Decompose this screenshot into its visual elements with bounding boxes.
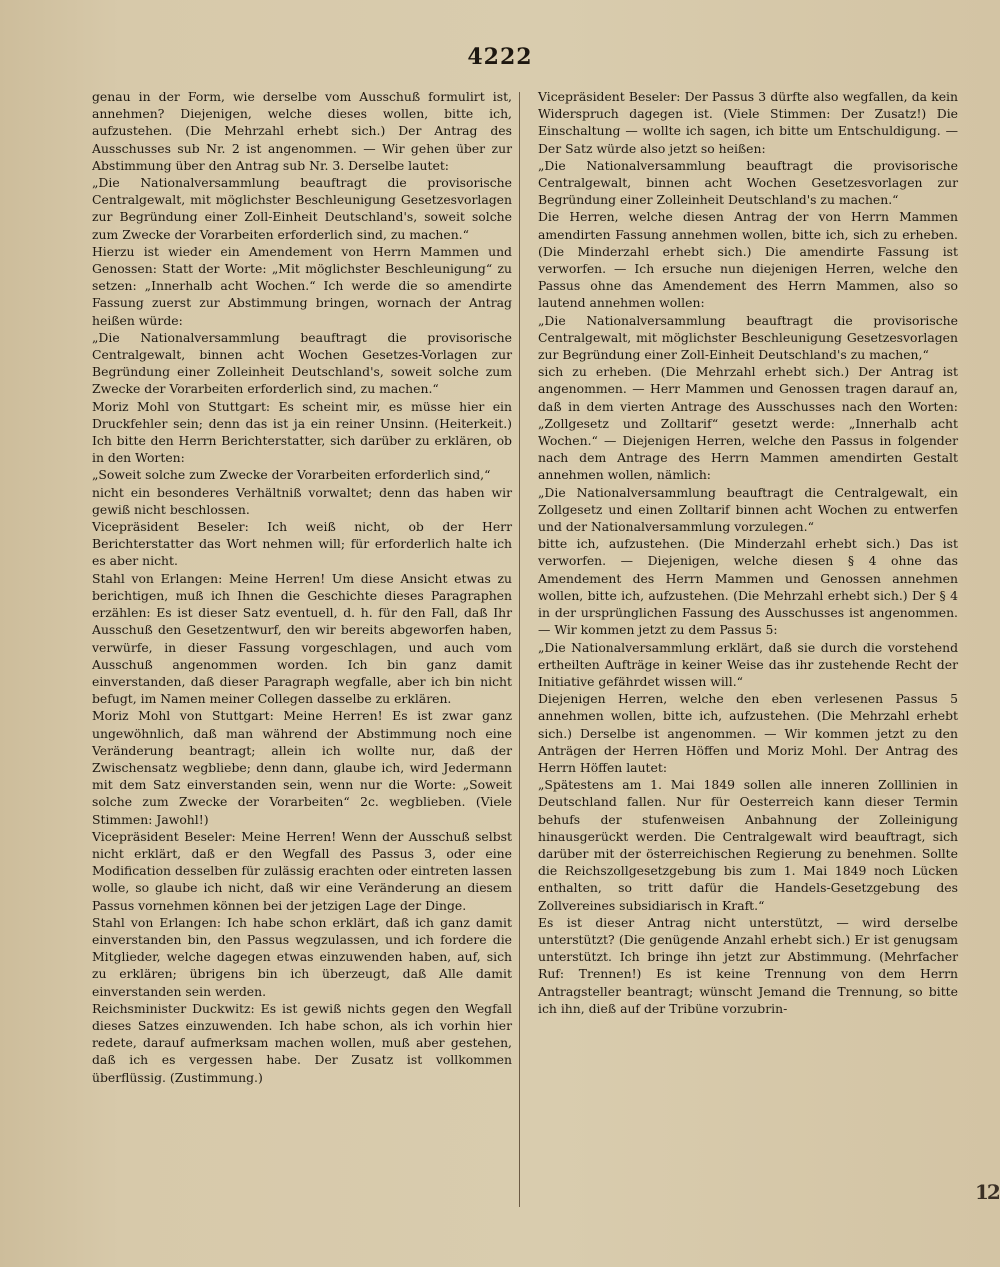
edge-mark: 12 — [975, 1180, 999, 1204]
page-number: 4222 — [467, 44, 533, 70]
column-divider — [519, 92, 520, 1207]
right-text-column: Vicepräsident Beseler: Der Passus 3 dürfte also wegfallen, da kein Widerspruch dagegen ist. (Viele Stimmen: Der Zusatz!) Die Einschaltung — wollte ich sagen, ich bitte um Entschuldigung. — Der Satz würde also jetzt so heißen: „Die Nationalversammlung beauftragt die provisorische Centralgewalt, binnen acht Wochen Gesetzesvorlagen zur Begründung einer Zolleinheit Deutschland's zu machen.“ Die Herren, welche diesen Antrag der von Herrn Mammen amendirten Fassung annehmen wollen, bitte ich, sich zu erheben. (Die Minderzahl erhebt sich.) Die amendirte Fassung ist verworfen. — Ich ersuche nun diejenigen Herren, welche den Passus ohne das Amendement des Herrn Mammen, also so lautend annehmen wollen: „Die Nationalversammlung beauftragt die provisorische Centralgewalt, mit möglichster Beschleunigung Gesetzesvorlagen zur Begründung einer Zoll-Einheit Deutschland's zu machen,“ sich zu erheben. (Die Mehrzahl erhebt sich.) Der Antrag ist angenommen. — Herr Mammen und Genossen tragen darauf an, daß in dem vierten Antrage des Ausschusses nach den Worten: „Zollgesetz und Zolltarif“ gesetzt werde: „Innerhalb acht Wochen.“ — Diejenigen Herren, welche den Passus in folgender nach dem Antrage des Herrn Mammen amendirten Gestalt annehmen wollen, nämlich: „Die Nationalversammlung beauftragt die Centralgewalt, ein Zollgesetz und einen Zolltarif binnen acht Wochen zu entwerfen und der Nationalversammlung vorzulegen.“ bitte ich, aufzustehen. (Die Minderzahl erhebt sich.) Das ist verworfen. — Diejenigen, welche diesen § 4 ohne das Amendement des Herrn Mammen und Genossen annehmen wollen, bitte ich, aufzustehen. (Die Mehrzahl erhebt sich.) Der § 4 in der ursprünglichen Fassung des Ausschusses ist angenommen. — Wir kommen jetzt zu dem Passus 5: „Die Nationalversammlung erklärt, daß sie durch die vorstehend ertheilten Aufträge in keiner Weise das ihr zustehende Recht der Initiative gefährdet wissen will.“ Diejenigen Herren, welche den eben verlesenen Passus 5 annehmen wollen, bitte ich, aufzustehen. (Die Mehrzahl erhebt sich.) Derselbe ist angenommen. — Wir kommen jetzt zu den Anträgen der Herren Höffen und Moriz Mohl. Der Antrag des Herrn Höffen lautet: „Spätestens am 1. Mai 1849 sollen alle inneren Zolllinien in Deutschland fallen. Nur für Oesterreich kann dieser Termin behufs der stufenweisen Anbahnung der Zolleinigung hinausgerückt werden. Die Centralgewalt wird beauftragt, sich darüber mit der österreichischen Regierung zu benehmen. Sollte die Reichszollgesetzgebung bis zum 1. Mai 1849 noch Lücken enthalten, so tritt dafür die Handels-Gesetzgebung des Zollvereines subsidiarisch in Kraft.“ Es ist dieser Antrag nicht unterstützt, — wird derselbe unterstützt? (Die genügende Anzahl erhebt sich.) Er ist genugsam unterstützt. Ich bringe ihn jetzt zur Abstimmung. (Mehrfacher Ruf: Trennen!) Es ist keine Trennung von dem Herrn Antragsteller beantragt; wünscht Jemand die Trennung, so bitte ich ihn, dieß auf der Tribüne vorzubrin- — [538, 89, 958, 1016]
left-text-column: genau in der Form, wie derselbe vom Ausschuß formulirt ist, annehmen? Diejenigen, welche dieses wollen, bitte ich, aufzustehen. (Die Mehrzahl erhebt sich.) Der Antrag des Ausschusses sub Nr. 2 ist angenommen. — Wir gehen über zur Abstimmung über den Antrag sub Nr. 3. Derselbe lautet: „Die Nationalversammlung beauftragt die provisorische Centralgewalt, mit möglichster Beschleunigung Gesetzesvorlagen zur Begründung einer Zoll-Einheit Deutschland's, soweit solche zum Zwecke der Vorarbeiten erforderlich sind, zu machen.“ Hierzu ist wieder ein Amendement von Herrn Mammen und Genossen: Statt der Worte: „Mit möglichster Beschleunigung“ zu setzen: „Innerhalb acht Wochen.“ Ich werde die so amendirte Fassung zuerst zur Abstimmung bringen, wornach der Antrag heißen würde: „Die Nationalversammlung beauftragt die provisorische Centralgewalt, binnen acht Wochen Gesetzes-Vorlagen zur Begründung einer Zolleinheit Deutschland's, soweit solche zum Zwecke der Vorarbeiten erforderlich sind, zu machen.“ Moriz Mohl von Stuttgart: Es scheint mir, es müsse hier ein Druckfehler sein; denn das ist ja ein reiner Unsinn. (Heiterkeit.) Ich bitte den Herrn Berichterstatter, sich darüber zu erklären, ob in den Worten: „Soweit solche zum Zwecke der Vorarbeiten erforderlich sind,“ nicht ein besonderes Verhältniß vorwaltet; denn das haben wir gewiß nicht beschlossen. Vicepräsident Beseler: Ich weiß nicht, ob der Herr Berichterstatter das Wort nehmen will; für erforderlich halte ich es aber nicht. Stahl von Erlangen: Meine Herren! Um diese Ansicht etwas zu berichtigen, muß ich Ihnen die Geschichte dieses Paragraphen erzählen: Es ist dieser Satz eventuell, d. h. für den Fall, daß Ihr Ausschuß den Gesetzentwurf, den wir bereits abgeworfen haben, verwürfe, in dieser Fassung vorgeschlagen, und auch vom Ausschuß angenommen worden. Ich bin ganz damit einverstanden, daß dieser Paragraph wegfalle, aber ich bin nicht befugt, im Namen meiner Collegen dasselbe zu erklären. Moriz Mohl von Stuttgart: Meine Herren! Es ist zwar ganz ungewöhnlich, daß man während der Abstimmung noch eine Veränderung beantragt; allein ich wollte nur, daß der Zwischensatz wegbliebe; denn dann, glaube ich, wird Jedermann mit dem Satz einverstanden sein, wenn nur die Worte: „Soweit solche zum Zwecke der Vorarbeiten“ 2c. wegblieben. (Viele Stimmen: Jawohl!) Vicepräsident Beseler: Meine Herren! Wenn der Ausschuß selbst nicht erklärt, daß er den Wegfall des Passus 3, oder eine Modification desselben für zulässig erachten oder eintreten lassen wolle, so glaube ich nicht, daß wir eine Veränderung an diesem Passus vornehmen können bei der jetzigen Lage der Dinge. Stahl von Erlangen: Ich habe schon erklärt, daß ich ganz damit einverstanden bin, den Passus wegzulassen, und ich fordere die Mitglieder, welche dagegen etwas einzuwenden haben, auf, sich zu erklären; übrigens bin ich überzeugt, daß Alle damit einverstanden sein werden. Reichsminister Duckwitz: Es ist gewiß nichts gegen den Wegfall dieses Satzes einzuwenden. Ich habe schon, als ich vorhin hier redete, darauf aufmerksam machen wollen, muß aber gestehen, daß ich es vergessen habe. Der Zusatz ist vollkommen überflüssig. (Zustimmung.) — [92, 89, 512, 1085]
